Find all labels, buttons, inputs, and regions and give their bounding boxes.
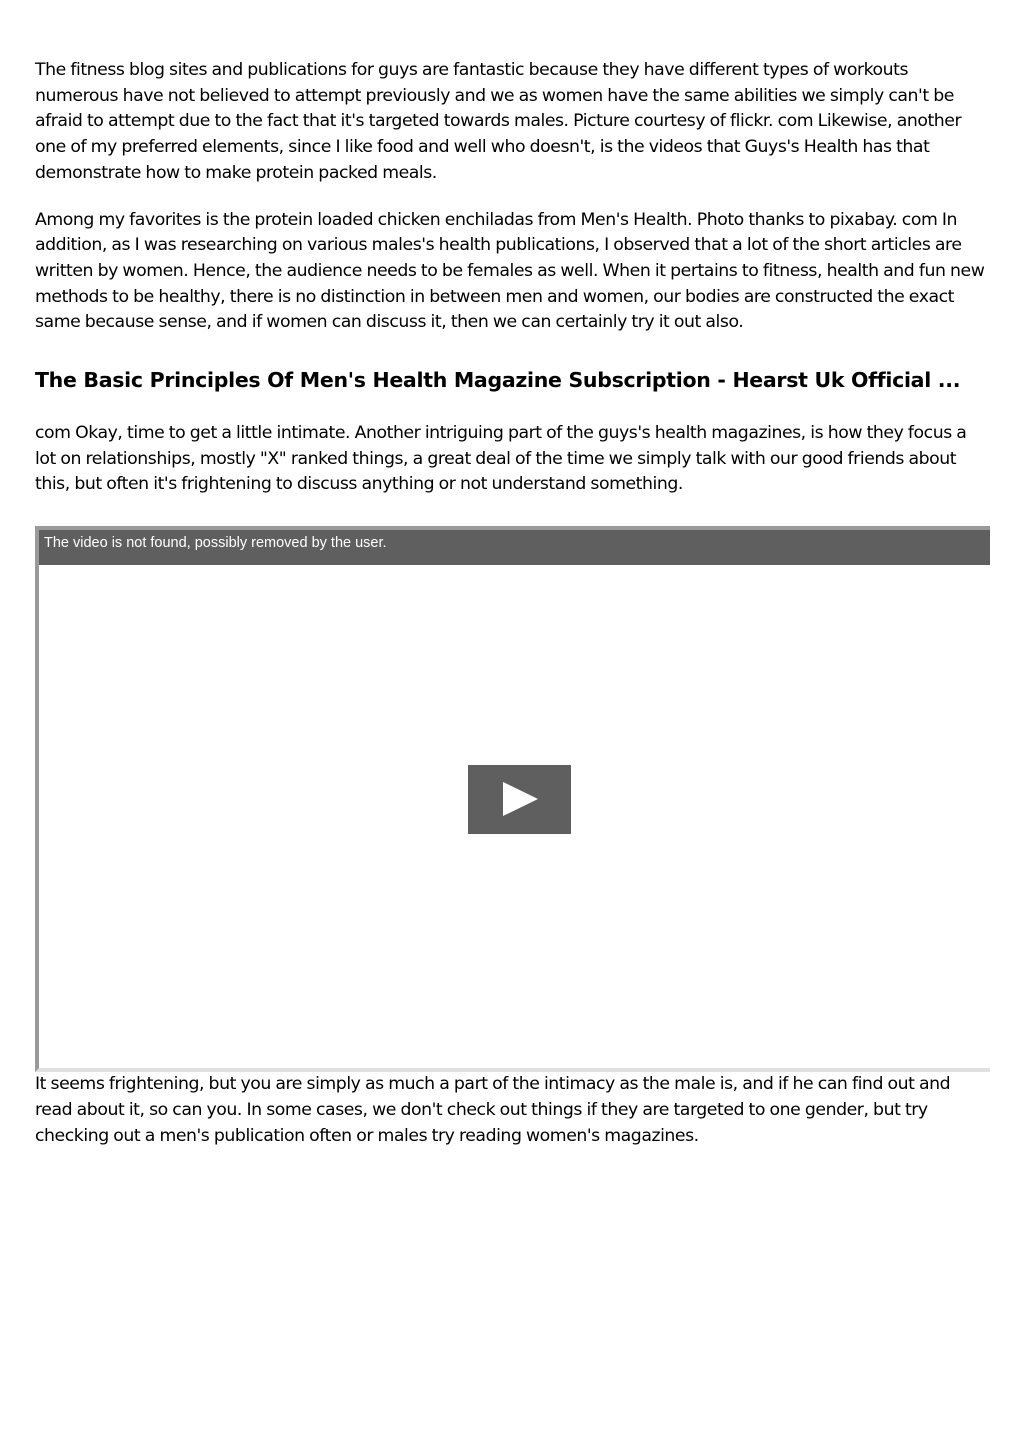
- paragraph: Among my favorites is the protein loaded chicken enchiladas from Men's Health. Photo thanks to pixabay. com In addition, as I was researching on various males's health publications, I observed that a lot of the short articles are written by women. Hence, the audience needs to be females as well. When it pertains to fitness, health and fun new methods to be healthy, there is no distinction in between men and women, our bodies are constructed the exact same because sense, and if women can discuss it, then we can certainly try it out also.: [35, 209, 985, 333]
- paragraph: The fitness blog sites and publications for guys are fantastic because they have different types of workouts numerous have not believed to attempt previously and we as women have the same abilities we simply can't be afraid to attempt due to the fact that it's targeted towards males. Picture courtesy of flickr. com Likewise, another one of my preferred elements, since I like food and well who doesn't, is the videos that Guys's Health has that demonstrate how to make protein packed meals.: [35, 60, 962, 183]
- video-error-message: The video is not found, possibly removed by the user.: [44, 535, 387, 552]
- play-icon: [503, 782, 538, 816]
- section-heading: The Basic Principles Of Men's Health Magazine Subscription - Hearst Uk Official ...: [35, 368, 961, 393]
- play-button[interactable]: [468, 765, 571, 834]
- article-body: [35, 58, 990, 1170]
- paragraph: It seems frightening, but you are simply as much a part of the intimacy as the male is, and if he can find out and read about it, so can you. In some cases, we don't check out things if they are targeted to one gender, but try checking out a men's publication often or males try reading women's magazines.: [35, 1074, 951, 1146]
- video-title-bar: [39, 530, 990, 565]
- video-player[interactable]: [35, 526, 990, 1072]
- paragraph: com Okay, time to get a little intimate. Another intriguing part of the guys's health magazines, is how they focus a lot on relationships, mostly "X" ranked things, a great deal of the time we simply talk with our good friends about this, but often it's frightening to discuss anything or not understand something.: [35, 423, 967, 495]
